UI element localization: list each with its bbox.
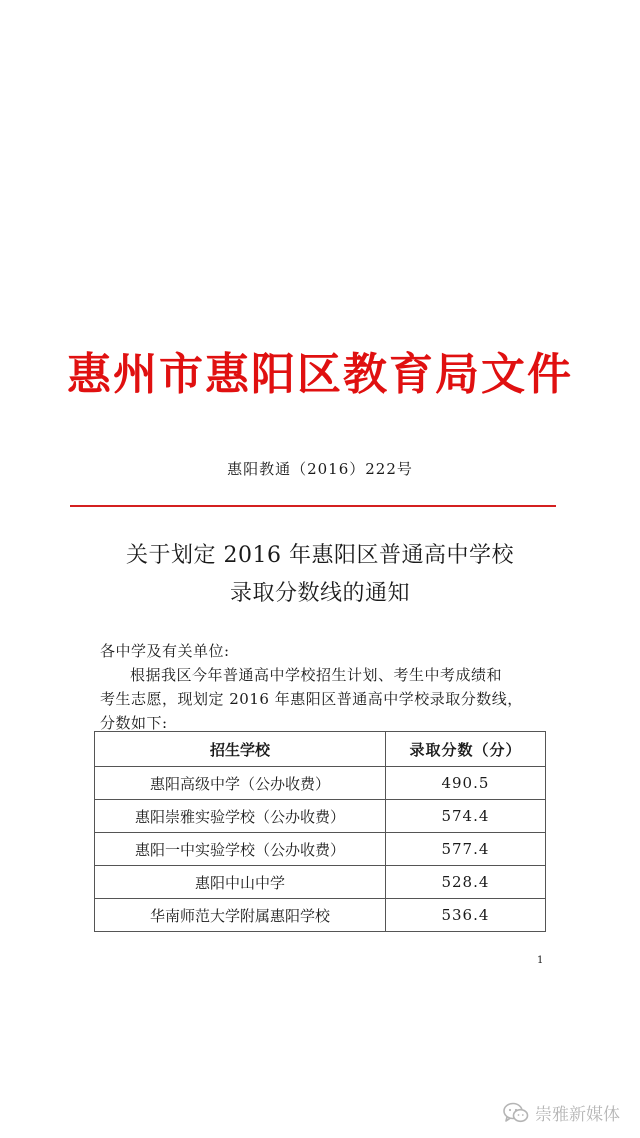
page-number: 1 (537, 955, 544, 966)
document-number: 惠阳教通（2016）222号 (227, 460, 413, 478)
watermark (503, 1100, 620, 1125)
school-cell: 惠阳中山中学 (95, 866, 386, 899)
wechat-icon (503, 1102, 529, 1124)
score-cell: 577.4 (385, 833, 545, 866)
school-cell: 华南师范大学附属惠阳学校 (95, 899, 386, 932)
header-divider (70, 505, 556, 507)
header-school: 招生学校 (95, 732, 386, 767)
recipient-line: 各中学及有关单位: (100, 642, 230, 660)
header-score: 录取分数（分） (385, 732, 545, 767)
table-row (95, 899, 546, 932)
notice-title-line-1: 关于划定 2016 年惠阳区普通高中学校 (126, 543, 514, 568)
table-row (95, 800, 546, 833)
watermark-text: 崇雅新媒体 (535, 1105, 620, 1125)
table-header-row (95, 732, 546, 767)
body-paragraph-line-3: 分数如下: (100, 714, 168, 732)
body-paragraph-line-2: 考生志愿，现划定 2016 年惠阳区普通高中学校录取分数线， (100, 690, 523, 708)
score-cell: 490.5 (385, 767, 545, 800)
table-row (95, 866, 546, 899)
score-cell: 536.4 (385, 899, 545, 932)
document-header-title: 惠州市惠阳区教育局文件 (67, 349, 573, 400)
school-cell: 惠阳一中实验学校（公办收费） (95, 833, 386, 866)
score-cell: 528.4 (385, 866, 545, 899)
school-cell: 惠阳崇雅实验学校（公办收费） (95, 800, 386, 833)
school-cell: 惠阳高级中学（公办收费） (95, 767, 386, 800)
table-row (95, 833, 546, 866)
admission-score-table (94, 731, 546, 932)
body-paragraph-line-1: 根据我区今年普通高中学校招生计划、考生中考成绩和 (130, 666, 503, 684)
notice-title-line-2: 录取分数线的通知 (229, 581, 410, 606)
score-cell: 574.4 (385, 800, 545, 833)
table-row (95, 767, 546, 800)
